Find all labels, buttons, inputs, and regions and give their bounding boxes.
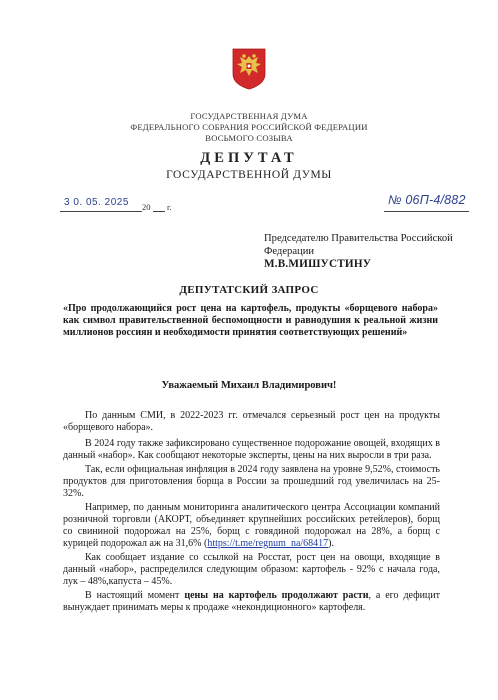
addressee-block: [264, 233, 474, 271]
letterhead-line1: ГОСУДАРСТВЕННАЯ ДУМА: [190, 111, 308, 121]
body-text: [63, 410, 440, 616]
paragraph-6-end: , а его дефицит вынуждает принимать меры к продаже «некондиционного» картофеля.: [63, 590, 440, 613]
letterhead-line3: ВОСЬМОГО СОЗЫВА: [205, 133, 293, 143]
addressee-position: Председателю Правительства Российской Федерации: [264, 233, 453, 257]
paragraph-3: Так, если официальная инфляция в 2024 году заявлена на уровне 9,52%, стоимость продуктов для приготовления борща в России за прошедший год увеличилась на 25-32%.: [63, 464, 440, 499]
reference-number: № 06П-4/882: [388, 193, 466, 207]
paragraph-4-text: Например, по данным мониторинга аналитического центра Ассоциации компаний розничной торговли (АКОРТ, объединяет крупнейших российских ретейлеров), борщ со свининой подорожал на 25%, борщ с говядиной подорожал на 28%, а борщ с курицей подорожал аж на 31,6% (: [63, 502, 440, 549]
paragraph-6: [63, 590, 440, 614]
handwritten-date: 3 0. 05. 2025: [64, 197, 129, 208]
reference-underline: [384, 211, 469, 212]
letterhead-line2: ФЕДЕРАЛЬНОГО СОБРАНИЯ РОССИЙСКОЙ ФЕДЕРАЦИИ: [130, 122, 368, 132]
date-underline: [60, 211, 142, 212]
year-suffix: г.: [167, 202, 172, 212]
paragraph-6-text: В настоящий момент: [85, 590, 185, 601]
paragraph-5: Как сообщает издание со ссылкой на Росстат, рост цен на овощи, входящие в данный «набор», распределился следующим образом: картофель - 92% с начала года, лук – 48%,капуста – 45%.: [63, 552, 440, 587]
year-underline: [153, 211, 165, 212]
letterhead-title: ДЕПУТАТ: [200, 150, 298, 166]
russian-coat-of-arms-icon: [232, 48, 266, 90]
year-prefix: 20: [142, 202, 151, 212]
source-link[interactable]: https://t.me/regnum_na/68417: [207, 538, 329, 549]
document-title: ДЕПУТАТСКИЙ ЗАПРОС: [179, 284, 319, 296]
paragraph-2: В 2024 году также зафиксировано существенное подорожание овощей, входящих в данный «набор». Как сообщают некоторые эксперты, цены на них выросли в три раза.: [63, 438, 440, 461]
paragraph-1: По данным СМИ, в 2022-2023 гг. отмечался серьезный рост цен на продукты «борщевого набора».: [63, 410, 440, 433]
request-subject: «Про продолжающийся рост цена на картофель, продукты «борщевого набора» как символ правительственной беспомощности и равнодушия к реальной жизни миллионов россиян и необходимости принятия соответствующих решений»: [63, 303, 438, 339]
paragraph-4: [63, 502, 440, 550]
greeting: Уважаемый Михаил Владимирович!: [161, 380, 337, 391]
letterhead-subtitle: ГОСУДАРСТВЕННОЙ ДУМЫ: [166, 169, 332, 181]
addressee-name: М.В.МИШУСТИНУ: [264, 258, 372, 271]
paragraph-4-end: ).: [328, 538, 335, 549]
paragraph-6-emphasis: цены на картофель продолжают расти: [184, 590, 369, 601]
